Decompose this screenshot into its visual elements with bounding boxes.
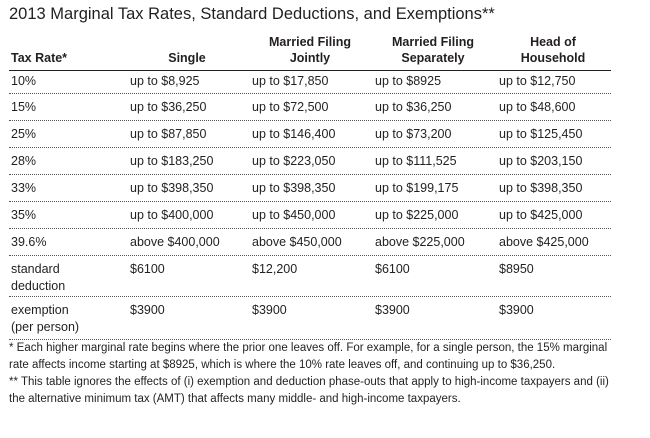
row-standard-deduction-single-cell: $6100: [130, 262, 165, 276]
table-row: [9, 297, 611, 340]
row-28-head-of-household-cell: up to $203,150: [499, 154, 583, 168]
row-25-rate-cell: 25%: [11, 127, 37, 141]
row-10-married-jointly-cell: up to $17,850: [252, 74, 329, 88]
row-33-married-separately-cell: up to $199,175: [375, 181, 459, 195]
footnote-exclusions: ** This table ignores the effects of (i) exemption and deduction phase-outs that apply to high-income taxpayers and (ii) the alternative minimum tax (AMT) that affects many middle- and high-income taxpayers.: [9, 376, 609, 405]
row-35-married-separately-cell: up to $225,000: [375, 208, 459, 222]
row-10-head-of-household-cell: up to $12,750: [499, 74, 576, 88]
header-single: Single: [168, 51, 206, 65]
row-exemption-married-jointly-cell: $3900: [252, 303, 287, 317]
table-row: [9, 229, 611, 256]
header-tax-rate: Tax Rate*: [11, 51, 68, 65]
row-39-6-married-separately-cell: above $225,000: [375, 235, 465, 249]
row-10-married-separately-cell: up to $8925: [375, 74, 442, 88]
table-row: [9, 94, 611, 121]
footnotes: [9, 340, 609, 408]
row-35-head-of-household-cell: up to $425,000: [499, 208, 583, 222]
row-15-married-jointly-cell: up to $72,500: [252, 100, 329, 114]
row-15-rate-cell: 15%: [11, 100, 37, 114]
row-33-rate-cell: 33%: [11, 181, 37, 195]
row-standard-deduction-married-jointly-cell: $12,200: [252, 262, 298, 276]
row-exemption-married-separately-cell: $3900: [375, 303, 410, 317]
table-header: [9, 32, 611, 71]
row-10-single-cell: up to $8,925: [130, 74, 200, 88]
table-row: [9, 175, 611, 202]
row-25-married-separately-cell: up to $73,200: [375, 127, 452, 141]
row-25-married-jointly-cell: up to $146,400: [252, 127, 336, 141]
row-35-rate-cell: 35%: [11, 208, 37, 222]
row-35-married-jointly-cell: up to $450,000: [252, 208, 336, 222]
footnote-rates: * Each higher marginal rate begins where the prior one leaves off. For example, for a single person, the 15% marginal rate affects income starting at $8925, which is where the 10% rate leaves off, and continuing up to $36,250.: [9, 342, 608, 371]
tax-table: [9, 32, 611, 340]
row-standard-deduction-head-of-household-cell: $8950: [499, 262, 534, 276]
row-exemption-head-of-household-cell: $3900: [499, 303, 534, 317]
row-15-head-of-household-cell: up to $48,600: [499, 100, 576, 114]
row-33-married-jointly-cell: up to $398,350: [252, 181, 336, 195]
row-28-married-jointly-cell: up to $223,050: [252, 154, 336, 168]
row-10-rate-cell: 10%: [11, 74, 37, 88]
page-title: 2013 Marginal Tax Rates, Standard Deductions, and Exemptions**: [9, 5, 495, 23]
row-39-6-head-of-household-cell: above $425,000: [499, 235, 589, 249]
row-28-rate-cell: 28%: [11, 154, 37, 168]
table-row: [9, 256, 611, 297]
row-39-6-married-jointly-cell: above $450,000: [252, 235, 342, 249]
header-married-jointly: Married Filing Jointly: [269, 35, 351, 65]
row-25-head-of-household-cell: up to $125,450: [499, 127, 583, 141]
table-row: [9, 71, 611, 94]
row-35-single-cell: up to $400,000: [130, 208, 214, 222]
row-33-head-of-household-cell: up to $398,350: [499, 181, 583, 195]
table-row: [9, 202, 611, 229]
row-33-single-cell: up to $398,350: [130, 181, 214, 195]
row-15-single-cell: up to $36,250: [130, 100, 207, 114]
header-head-of-household: Head of Household: [520, 35, 586, 65]
row-exemption-rate-cell: exemption (per person): [11, 303, 80, 334]
row-15-married-separately-cell: up to $36,250: [375, 100, 452, 114]
table-row: [9, 121, 611, 148]
row-exemption-single-cell: $3900: [130, 303, 165, 317]
row-39-6-single-cell: above $400,000: [130, 235, 220, 249]
row-28-single-cell: up to $183,250: [130, 154, 214, 168]
row-25-single-cell: up to $87,850: [130, 127, 207, 141]
table-body: [9, 71, 611, 340]
header-married-separately: Married Filing Separately: [392, 35, 474, 65]
row-39-6-rate-cell: 39.6%: [11, 235, 47, 249]
table-row: [9, 148, 611, 175]
row-28-married-separately-cell: up to $111,525: [375, 154, 457, 168]
row-standard-deduction-rate-cell: standard deduction: [11, 262, 66, 293]
row-standard-deduction-married-separately-cell: $6100: [375, 262, 410, 276]
